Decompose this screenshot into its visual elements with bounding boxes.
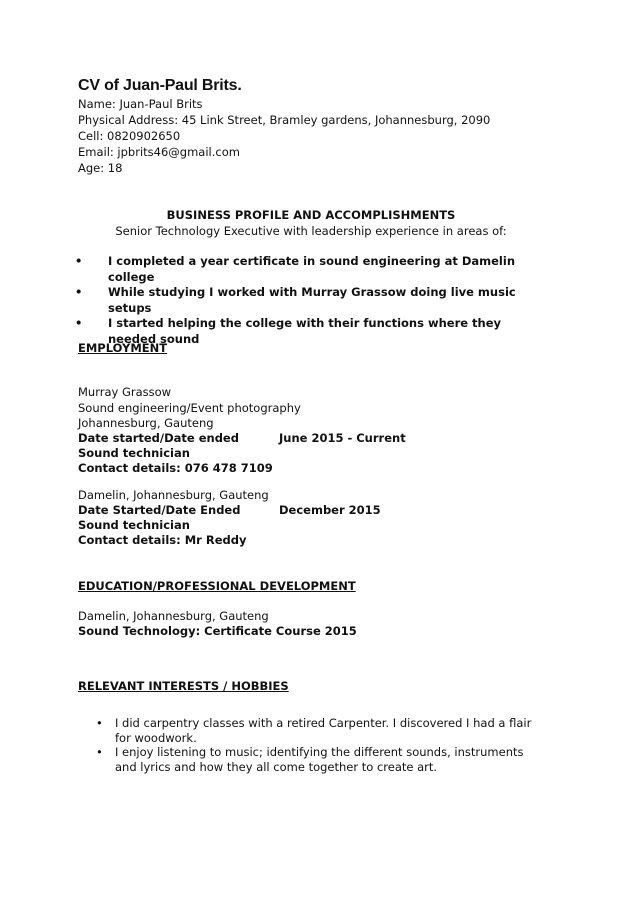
date-label: Date Started/Date Ended — [78, 503, 241, 517]
bullet-icon: • — [75, 285, 83, 299]
cell-line: Cell: 0820902650 — [78, 129, 181, 143]
list-item — [75, 285, 548, 316]
bullet-icon: • — [75, 254, 83, 268]
accomplishment-text: While studying I worked with Murray Grassow doing live music setups — [108, 285, 516, 315]
job-title: Sound technician — [78, 446, 190, 460]
hobby-text: I enjoy listening to music; identifying the different sounds, instruments and lyrics and how they all come together to create art. — [115, 745, 524, 774]
profile-subheading: Senior Technology Executive with leadership experience in areas of: — [115, 224, 507, 238]
job-title: Sound technician — [78, 518, 190, 532]
list-item — [96, 716, 546, 745]
employer-name: Murray Grassow — [78, 385, 172, 399]
employer-role: Sound engineering/Event photography — [78, 401, 301, 415]
bullet-icon: • — [75, 316, 83, 330]
accomplishment-text: I completed a year certificate in sound engineering at Damelin college — [108, 254, 516, 284]
hobbies-list — [96, 716, 546, 774]
contact-details: Contact details: 076 478 7109 — [78, 461, 273, 475]
age-line: Age: 18 — [78, 161, 123, 175]
profile-heading: BUSINESS PROFILE AND ACCOMPLISHMENTS — [166, 208, 456, 222]
education-heading: EDUCATION/PROFESSIONAL DEVELOPMENT — [78, 579, 356, 593]
date-label: Date started/Date ended — [78, 431, 239, 445]
hobby-text: I did carpentry classes with a retired Carpenter. I discovered I had a flair for woodwork. — [115, 716, 532, 745]
bullet-icon: • — [96, 745, 103, 759]
education-location: Damelin, Johannesburg, Gauteng — [78, 609, 269, 623]
date-value: June 2015 - Current — [279, 431, 406, 445]
accomplishments-list — [75, 254, 548, 347]
employment-heading: EMPLOYMENT — [78, 341, 168, 355]
address-line: Physical Address: 45 Link Street, Bramley gardens, Johannesburg, 2090 — [78, 113, 491, 127]
cv-title: CV of Juan-Paul Brits. — [78, 77, 242, 94]
list-item — [96, 745, 546, 774]
date-value: December 2015 — [279, 503, 381, 517]
contact-details: Contact details: Mr Reddy — [78, 533, 247, 547]
bullet-icon: • — [96, 716, 103, 730]
employer-location: Damelin, Johannesburg, Gauteng — [78, 488, 269, 502]
email-line: Email: jpbrits46@gmail.com — [78, 145, 240, 159]
employer-location: Johannesburg, Gauteng — [78, 416, 214, 430]
name-line: Name: Juan-Paul Brits — [78, 97, 203, 111]
education-course: Sound Technology: Certificate Course 2015 — [78, 624, 357, 638]
list-item — [75, 254, 548, 285]
hobbies-heading: RELEVANT INTERESTS / HOBBIES — [78, 679, 289, 693]
accomplishment-text: I started helping the college with their functions where they needed sound — [108, 316, 502, 346]
